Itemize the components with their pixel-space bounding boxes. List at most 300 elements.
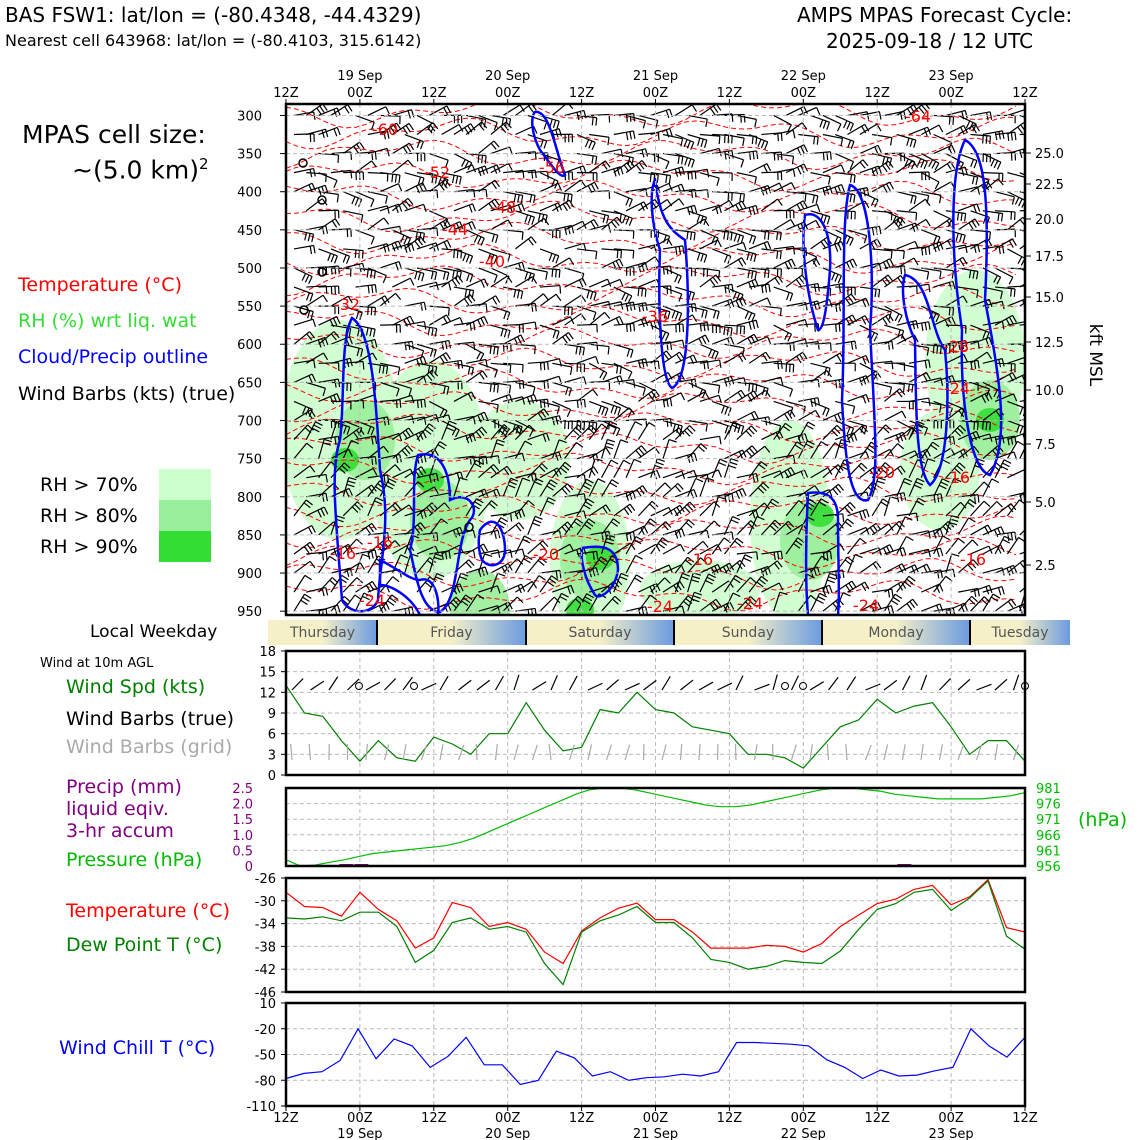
grid-wind-barb	[958, 745, 964, 760]
wind-barb-flag	[717, 178, 719, 186]
wind-barb-flag	[747, 252, 749, 260]
pressure-tick-label: 981	[1036, 782, 1061, 797]
wind-barb-flag	[529, 106, 534, 112]
wind-barb-flag	[1036, 122, 1039, 130]
wind-barb-flag	[850, 502, 855, 508]
wind-barb-flag	[606, 443, 614, 445]
wind-barb-flag	[814, 284, 815, 292]
wind-barb-flag	[977, 422, 978, 430]
wind-barb	[331, 268, 351, 269]
wind-barb-flag	[898, 315, 902, 322]
wind-barb-flag	[396, 263, 399, 271]
wind-barb-flag	[974, 422, 975, 430]
wind-barb-flag	[778, 133, 779, 141]
wind-barb	[577, 306, 596, 312]
wind-barb-flag	[904, 266, 905, 274]
wind-barb-flag	[1039, 322, 1040, 330]
temperature-legend: Temperature (°C)	[18, 274, 182, 296]
wind-barb-flag	[657, 459, 665, 462]
wind-barb-flag	[595, 182, 599, 189]
wind-barb-flag	[656, 462, 664, 465]
wind-barb	[774, 115, 792, 124]
wind-barb	[860, 363, 878, 372]
wind-barb	[725, 154, 744, 160]
wind-barb-flag	[1032, 399, 1033, 407]
grid-wind-barb	[792, 745, 797, 760]
grid-wind-barb	[607, 745, 612, 760]
wind-barb-flag	[787, 292, 790, 300]
wind-barb-flag	[693, 355, 696, 362]
surface-wind-barb	[440, 676, 448, 690]
panel-ytick-label: 3	[267, 748, 276, 764]
wind-barb-flag	[486, 189, 487, 197]
wind-barb-flag	[634, 459, 641, 462]
wind-barb	[934, 135, 952, 143]
wind-barb	[306, 295, 323, 306]
wind-barb-flag	[626, 198, 629, 205]
wind-barb-flag	[794, 247, 795, 255]
temperature-contour-label: -64	[904, 107, 932, 126]
temperature-contour-label: -52	[423, 163, 451, 182]
wind-barb-flag	[626, 217, 629, 224]
wind-barb-flag	[742, 258, 746, 265]
surface-wind-barb	[496, 676, 504, 690]
wind-barb-flag	[685, 507, 691, 513]
surface-wind-barb	[366, 682, 380, 690]
wind-barb-flag	[768, 232, 769, 240]
wind-barb-flag	[805, 320, 807, 328]
wind-barb-flag	[990, 232, 991, 240]
surface-wind-barb	[903, 676, 910, 690]
wind-barb-flag	[777, 251, 778, 259]
panel-ytick-label: 10	[259, 997, 276, 1012]
wind-barb-flag	[498, 530, 500, 538]
wind-barb	[761, 249, 781, 251]
wind-barb-flag	[995, 132, 996, 140]
wind-barb-flag	[525, 215, 528, 223]
wind-barb-flag	[386, 196, 388, 204]
wind-barb-flag	[393, 577, 399, 582]
wind-barb-flag	[481, 280, 484, 287]
temperature-contour-label: -20	[868, 463, 896, 482]
panel-ytick-label: -26	[254, 872, 276, 887]
wind-barb-flag	[532, 304, 533, 312]
wind-barb-flag	[743, 194, 744, 202]
wind-barb-flag	[745, 311, 748, 318]
wind-barb-flag	[909, 576, 915, 581]
wind-barb-flag	[516, 525, 521, 531]
wind-barb-flag	[821, 442, 828, 446]
wind-barb	[479, 296, 496, 306]
wind-barb	[884, 582, 901, 592]
wind-barb-flag	[925, 247, 926, 255]
calm-circle	[411, 683, 418, 690]
wind-barb-flag	[990, 422, 991, 430]
wind-barb-flag	[1015, 197, 1019, 204]
wind-barb	[884, 325, 903, 331]
wind-barb-flag	[634, 380, 635, 388]
wind-barb-flag	[925, 322, 926, 330]
wind-barb-flag	[631, 350, 633, 358]
wind-barb-flag	[986, 136, 987, 144]
wind-barb-flag	[960, 259, 964, 266]
wind-barb-flag	[682, 529, 684, 537]
wind-barb-flag	[591, 184, 595, 191]
wind-barb-flag	[912, 385, 913, 393]
wind-barb-flag	[695, 171, 696, 179]
wind-barb-flag	[544, 122, 547, 130]
panel-ytick-label: 9	[267, 707, 276, 722]
wind-barb-flag	[678, 156, 679, 164]
wind-barb-flag	[363, 263, 365, 271]
wind-barb-flag	[997, 501, 1003, 507]
wind-barb-flag	[650, 504, 656, 509]
wind-barb	[1020, 521, 1035, 535]
wind-barb	[405, 322, 425, 326]
windchill-label: Wind Chill T (°C)	[59, 1037, 216, 1059]
wind-barb-flag	[685, 158, 688, 166]
xsect-content	[280, 96, 1041, 650]
grid-wind-barb	[403, 744, 406, 760]
wind-barb-flag	[798, 167, 801, 174]
wind-barb-flag	[482, 155, 483, 163]
panel-ytick-label: -34	[254, 917, 276, 933]
wind-barb-flag	[510, 365, 511, 373]
kft-tick-label: 12.5	[1035, 336, 1064, 351]
wind-barb-flag	[1036, 237, 1041, 244]
wind-barb-flag	[442, 342, 443, 350]
temperature-contour-label: -16	[686, 550, 714, 569]
wind-barb-flag	[627, 506, 632, 512]
wind-barb-flag	[528, 216, 531, 224]
wind-barb-flag	[370, 328, 372, 336]
wind-barb-flag	[384, 245, 386, 253]
wind-barb-flag	[375, 308, 376, 316]
temperature-contour-label: -16	[329, 544, 357, 563]
wind-barb-flag	[707, 190, 708, 198]
cloud-outline	[479, 522, 505, 565]
wind-barb-flag	[886, 425, 892, 430]
wind-speed-label: Wind Spd (kts)	[66, 676, 206, 698]
wind-barb-flag	[305, 275, 308, 282]
wind-barb-flag	[739, 490, 742, 497]
temperature-contour-label: -40	[478, 252, 506, 271]
wind-barb-flag	[763, 354, 767, 361]
grid-wind-barb	[884, 744, 888, 760]
wind-barb-flag	[751, 253, 753, 261]
wind-barb-flag	[927, 272, 928, 280]
wind-barb	[725, 378, 744, 383]
wind-barb-flag	[357, 144, 362, 151]
wind-barb	[884, 217, 900, 230]
wind-barb-flag	[1034, 277, 1038, 284]
wind-barb-flag	[987, 112, 988, 120]
wind-barb-flag	[557, 121, 559, 129]
wind-barb-flag	[1020, 426, 1023, 433]
wind-barb-flag	[564, 193, 565, 201]
wind-barb	[392, 160, 408, 172]
rh-legend: RH (%) wrt liq. wat	[18, 310, 197, 332]
wind-barb	[515, 322, 535, 325]
wind-barb-flag	[1036, 398, 1037, 406]
wind-barb-flag	[323, 295, 327, 302]
wind-barb-flag	[508, 331, 510, 339]
precip-tick-label: 1.5	[232, 813, 253, 829]
wind-barb	[651, 154, 669, 162]
temperature-contour-label: -24	[646, 597, 674, 616]
wind-barb-flag	[939, 125, 943, 132]
wind-barb-flag	[732, 532, 733, 540]
wind-barb-flag	[603, 373, 607, 380]
rh90-label: RH > 90%	[40, 536, 138, 558]
wind-barb-flag	[326, 226, 328, 234]
wind-barb-flag	[596, 156, 597, 164]
wind-barb-flag	[369, 525, 374, 532]
wind-barb-flag	[497, 385, 498, 393]
surface-wind-barb	[940, 678, 951, 690]
wind-barb-flag	[898, 278, 903, 285]
wind-barb-flag	[351, 170, 352, 178]
wind-barb	[626, 382, 645, 388]
wind-barb-flag	[966, 245, 968, 253]
wind-barb-flag	[544, 141, 547, 149]
wind-barb-flag	[804, 164, 807, 171]
wind-barb	[884, 497, 890, 516]
wind-barb	[405, 183, 423, 192]
wind-barb-flag	[1002, 463, 1009, 467]
wind-barb-flag	[891, 606, 893, 614]
wind-barb-flag	[643, 121, 645, 129]
wind-barb-flag	[907, 604, 912, 610]
wind-barb-flag	[687, 505, 693, 511]
wind-barb	[958, 154, 977, 161]
wind-barb-flag	[494, 346, 495, 354]
wind-barb-flag	[972, 540, 978, 546]
wind-barb-flag	[906, 536, 913, 540]
wind-barb	[1020, 230, 1039, 235]
wind-barb-flag	[850, 261, 854, 268]
wind-barb	[761, 377, 780, 382]
wind-barb-flag	[630, 132, 631, 140]
wind-barb-flag	[943, 536, 950, 540]
wind-barb-flag	[1026, 357, 1029, 365]
wind-barb	[848, 160, 863, 173]
wind-barb-flag	[470, 256, 473, 263]
rh-area	[470, 400, 570, 520]
wind-barb-flag	[596, 356, 599, 364]
wind-barb	[798, 410, 815, 420]
wind-barb-flag	[725, 407, 728, 415]
surface-wind-barb	[570, 676, 578, 690]
wind-barb-flag	[1032, 364, 1033, 372]
wind-barb-flag	[811, 399, 813, 407]
wind-barb-flag	[983, 135, 984, 143]
wind-barb-flag	[961, 213, 962, 221]
wind-barb-flag	[396, 293, 401, 299]
wind-barb-flag	[863, 160, 868, 166]
wind-barb-flag	[494, 384, 495, 392]
wind-barb	[958, 268, 978, 271]
wind-barb-flag	[841, 138, 843, 146]
wind-barb-flag	[409, 123, 413, 130]
wind-barb-flag	[865, 201, 869, 208]
wind-barb-flag	[310, 246, 311, 254]
wind-barb-flag	[344, 596, 350, 601]
wind-barb-flag	[913, 321, 915, 329]
kft-tick-label: 2.5	[1035, 559, 1056, 574]
wind-barb	[688, 219, 705, 230]
wind-barb-flag	[524, 536, 531, 540]
wind-barb-flag	[345, 107, 349, 114]
wind-barb-flag	[580, 347, 581, 355]
wind-barb-flag	[965, 213, 966, 221]
wind-barb-flag	[470, 323, 471, 331]
wind-barb-flag	[1008, 533, 1009, 541]
wind-barb-flag	[1030, 276, 1034, 283]
wind-barb	[675, 315, 692, 325]
wind-barb-flag	[994, 161, 997, 168]
wind-barb	[835, 154, 853, 162]
grid-wind-barb	[309, 744, 310, 760]
wind-barb	[749, 382, 768, 388]
bottom-time-label: 12Z	[1012, 1111, 1038, 1126]
wind-barb-flag	[761, 141, 764, 148]
wind-barb	[946, 211, 966, 214]
wind-barb	[897, 211, 917, 213]
surface-wind-barb	[884, 680, 897, 690]
cell-size-label: MPAS cell size:	[22, 120, 206, 149]
wind-barb-flag	[688, 520, 694, 525]
wind-barb-flag	[398, 184, 401, 191]
wind-barb-flag	[477, 352, 481, 359]
wind-barb-flag	[988, 239, 992, 246]
temperature-contour-label: -56	[538, 158, 566, 177]
wind-barb-flag	[732, 517, 739, 520]
wind-barb-flag	[392, 244, 395, 251]
wind-barb-flag	[892, 361, 893, 369]
wind-barb-flag	[650, 174, 651, 182]
wind-barb-flag	[1036, 323, 1037, 331]
wind-barb-flag	[713, 106, 718, 113]
wind-barb-flag	[1018, 127, 1023, 133]
wind-barb-flag	[559, 416, 561, 424]
wind-barb-flag	[901, 266, 902, 274]
station-title: BAS FSW1: lat/lon = (-80.4348, -44.4329)	[5, 3, 422, 27]
wind-barb-flag	[456, 176, 458, 184]
panel-ytick-label: 0	[267, 769, 276, 784]
wind-barb	[319, 556, 330, 573]
wind-barb-flag	[777, 232, 778, 240]
wind-barb-flag	[829, 177, 831, 185]
wind-barb-flag	[430, 349, 432, 357]
wind-barb-flag	[629, 218, 632, 225]
wind-barb	[429, 211, 447, 219]
wind-barb-flag	[460, 177, 462, 185]
wind-barb-flag	[900, 493, 902, 501]
wind-barb-flag	[818, 379, 819, 387]
wind-barb-flag	[934, 236, 937, 243]
pressure-tick-label: 450	[237, 223, 262, 239]
wind-barb-flag	[1002, 213, 1003, 221]
wind-barb-flag	[853, 406, 855, 414]
wind-barb-flag	[639, 304, 640, 312]
wind-barb	[491, 306, 510, 312]
wind-barb-flag	[838, 243, 841, 250]
wind-barb-flag	[966, 121, 969, 128]
wind-barb-flag	[415, 241, 420, 247]
panel-ytick-label: -50	[254, 1048, 276, 1064]
temperature-contour-label: -48	[489, 198, 517, 217]
wind-barb-flag	[535, 303, 536, 311]
wind-barb	[934, 576, 946, 592]
wind-barb-flag	[781, 133, 782, 141]
wind-barb-flag	[592, 142, 595, 149]
wind-barb-flag	[596, 251, 597, 259]
wind-barb-flag	[544, 381, 545, 389]
wind-barb-flag	[494, 275, 497, 282]
wind-barb-flag	[362, 251, 363, 259]
wind-barb	[589, 312, 604, 325]
wind-barb-flag	[309, 276, 312, 283]
wind-barb-flag	[645, 289, 646, 297]
wind-barb-flag	[704, 255, 706, 263]
wind-barb-flag	[387, 601, 394, 606]
grid-wind-barb	[291, 744, 292, 760]
wind-barb-flag	[472, 222, 475, 229]
wind-barb-flag	[1027, 269, 1028, 277]
wind-barb-flag	[643, 388, 645, 396]
wind-barb-flag	[714, 521, 720, 527]
wind-barb-flag	[692, 304, 693, 312]
bottom-date-label: 20 Sep	[485, 1127, 531, 1140]
wind-barb-flag	[937, 549, 939, 557]
wind-barb-flag	[837, 355, 841, 362]
wind-barb-flag	[355, 198, 358, 205]
wind-barb	[700, 436, 720, 439]
wind-barb-flag	[404, 237, 407, 244]
wind-barb-flag	[424, 322, 425, 330]
wind-barb-flag	[672, 311, 675, 318]
wind-barb-flag	[698, 138, 700, 146]
wind-barb-flag	[610, 483, 617, 487]
wind-barb-flag	[611, 406, 614, 414]
wind-barb-flag	[823, 408, 826, 415]
bottom-time-label: 00Z	[494, 1111, 521, 1126]
wind-barb-flag	[962, 168, 964, 176]
wind-barb-flag	[642, 360, 644, 368]
wind-barb-flag	[464, 299, 469, 306]
panel-ytick-label: -30	[254, 894, 276, 910]
wind-barb-flag	[860, 162, 865, 168]
wind-barb-flag	[375, 457, 376, 465]
wind-barb-flag	[314, 245, 315, 253]
wind-barb	[368, 268, 387, 276]
wind-barb-flag	[836, 380, 837, 388]
surface-wind-barb	[625, 683, 640, 690]
grid-wind-barb	[459, 745, 464, 760]
wind-barb-flag	[671, 266, 672, 274]
wind-barb-flag	[620, 317, 623, 324]
wind-barb-flag	[722, 406, 725, 414]
wind-barb-flag	[412, 243, 414, 251]
wind-barb-flag	[629, 199, 632, 206]
wind-barb-flag	[493, 298, 497, 305]
wind-barb-flag	[974, 161, 977, 168]
wind-barb-flag	[907, 138, 909, 146]
wind-barb-flag	[854, 175, 855, 183]
wind-barb-flag	[732, 493, 733, 501]
kft-tick-label: 7.5	[1035, 438, 1056, 453]
